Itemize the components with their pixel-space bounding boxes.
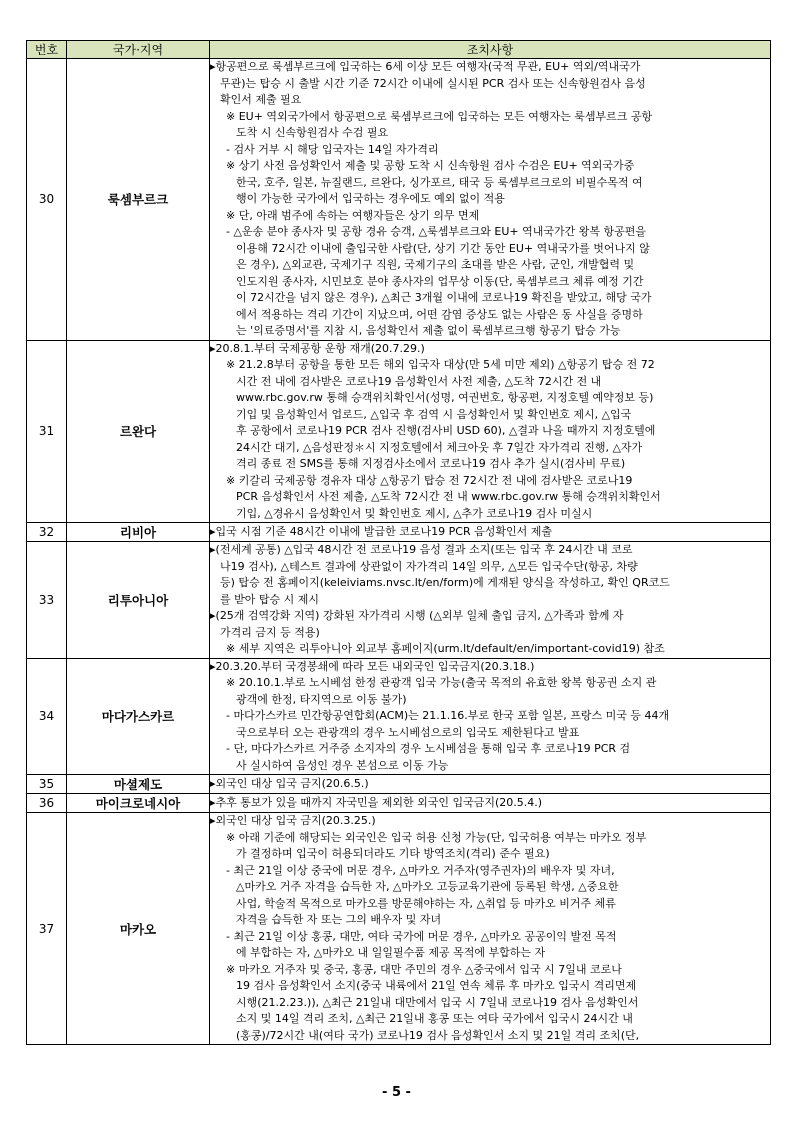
measure-line: △마카오 거주 자격을 습득한 자, △마카오 고등교육기관에 등록된 학생, △중요한 [236, 880, 619, 893]
measure-line: 나19 검사), △테스트 결과에 상관없이 자가격리 14일 의무, △모든 입국수단(항공, 차량 [220, 559, 638, 573]
measure-line: 무관)는 탑승 시 출발 시간 기준 72시간 이내에 실시된 PCR 검사 또는 신속항원검사 음성 [220, 76, 646, 90]
measure-line: 는 '의료증명서'를 지참 시, 음성확인서 제출 없이 룩셈부르크행 항공기 탑승 가능 [236, 324, 621, 337]
measure-line: 이 72시간을 넘지 않은 경우), △최근 3개월 이내에 코로나19 확진을 받았고, 해당 국가 [236, 291, 652, 304]
measure-line: 격리 종료 전 SMS를 통해 지정검사소에서 코로나19 검사 추가 실시(검사비 무료) [236, 457, 626, 470]
measure-cell [210, 59, 771, 341]
row-number: 35 [27, 775, 67, 794]
country-name: 마이크로네시아 [67, 794, 210, 813]
table-row [27, 542, 771, 659]
table-row [27, 59, 771, 341]
page-number: - 5 - [382, 1085, 411, 1100]
measure-line: - 최근 21일 이상 중국에 머문 경우, △마카오 거주자(영주권자)의 배우자 및 자녀, [226, 863, 615, 877]
measure-line: ※ 세부 지역은 리투아니아 외교부 홈페이지(urm.lt/default/en/important-covid19) 참조 [226, 642, 665, 655]
row-number: 37 [27, 813, 67, 1045]
measure-line: 가 결정하며 입국이 허용되더라도 기타 방역조치(격리) 준수 필요) [236, 847, 550, 860]
measure-cell [210, 340, 771, 523]
measure-line: 를 받아 탑승 시 제시 [220, 592, 319, 606]
measure-line: 기입 및 음성확인서 업로드, △입국 후 검역 시 음성확인서 및 확인번호 제시, △입국 [236, 407, 632, 421]
table-row [27, 340, 771, 523]
measure-line: ▸추후 통보가 있을 때까지 자국민을 제외한 외국인 입국금지(20.5.4.) [210, 795, 543, 809]
measure-cell [210, 794, 771, 813]
country-name: 르완다 [67, 340, 210, 523]
measure-line: ▸20.8.1.부터 국제공항 운항 재개(20.7.29.) [210, 341, 425, 355]
measure-line: 24시간 대기, △음성판정＊시 지정호텔에서 체크아웃 후 7일간 자가격리 진행, △자가 [236, 440, 643, 454]
table-row [27, 523, 771, 542]
measure-line: www.rbc.gov.rw 통해 승객위치확인서(성명, 여권번호, 항공편, 지정호텔 예약정보 등) [236, 391, 654, 404]
measure-line: 에서 적용하는 격리 기간이 지났으며, 어떤 감염 증상도 없는 사람은 동 사실을 증명하 [236, 307, 643, 321]
measure-cell [210, 813, 771, 1045]
measure-line: - 검사 거부 시 해당 입국자는 14일 자가격리 [226, 142, 439, 156]
measure-line: ▸(전세계 공통) △입국 48시간 전 코로나19 음성 결과 소지(또는 입국 후 24시간 내 코로 [210, 543, 633, 556]
row-number: 31 [27, 340, 67, 523]
measure-line: ▸외국인 대상 입국 금지(20.3.25.) [210, 814, 376, 827]
header-no: 번호 [27, 41, 67, 59]
country-name: 리비아 [67, 523, 210, 542]
measure-line: ▸(25개 검역강화 지역) 강화된 자가격리 시행 (△외부 일체 출입 금지, △가족과 함께 자 [210, 609, 624, 622]
measure-line: 이용해 72시간 이내에 출입국한 사람(단, 상기 기간 동안 EU+ 역내국가를 벗어나지 않 [236, 241, 650, 255]
measure-cell [210, 775, 771, 794]
measure-line: ▸입국 시점 기준 48시간 이내에 발급한 코로나19 PCR 음성확인서 제출 [210, 524, 552, 538]
measure-line: ▸항공편으로 룩셈부르크에 입국하는 6세 이상 모든 여행자(국적 무관, EU+ 역외/역내국가 [210, 60, 641, 73]
measure-line: - 단, 마다가스카르 거주증 소지자의 경우 노시베섬을 통해 입국 후 코로나19 PCR 검 [226, 742, 631, 755]
row-number: 30 [27, 59, 67, 341]
measure-line: ※ 20.10.1.부로 노시베섬 한정 관광객 입국 가능(출국 목적의 유효한 왕복 항공권 소지 관 [226, 676, 657, 689]
measure-line: 소지 및 14일 격리 조치, △최근 21일내 홍콩 또는 여타 국가에서 입국시 24시간 내 [236, 1012, 633, 1025]
measure-line: 확인서 제출 필요 [220, 93, 302, 106]
country-name: 마카오 [67, 813, 210, 1045]
measure-line: 에 부합하는 자, △마카오 내 일일필수품 제공 목적에 부합하는 자 [236, 946, 546, 959]
table-row [27, 775, 771, 794]
measure-line: ※ EU+ 역외국가에서 항공편으로 룩셈부르크에 입국하는 모든 여행자는 룩셈부르크 공항 [226, 109, 653, 123]
measure-line: 사업, 학술적 목적으로 마카오를 방문해야하는 자, △취업 등 마카오 비거주 체류 [236, 896, 616, 910]
country-name: 룩셈부르크 [67, 59, 210, 341]
measure-line: ※ 단, 아래 범주에 속하는 여행자들은 상기 의무 면제 [226, 208, 480, 222]
measure-line: - 최근 21일 이상 홍콩, 대만, 여타 국가에 머문 경우, △마카오 공공이익 발전 목적 [226, 929, 617, 943]
measure-line: 국으로부터 오는 관광객의 경우 노시베섬으로의 입국도 제한된다고 발표 [236, 725, 580, 739]
measure-line: - 마다가스카르 민간항공연합회(ACM)는 21.1.16.부로 한국 포함 일본, 프랑스 미국 등 44개 [226, 709, 670, 722]
table-row [27, 813, 771, 1045]
row-number: 36 [27, 794, 67, 813]
row-number: 33 [27, 542, 67, 659]
measure-line: 행이 가능한 국가에서 입국하는 경우에도 예외 없이 적용 [236, 192, 505, 205]
measure-cell [210, 658, 771, 775]
measure-line: 도착 시 신속항원검사 수검 필요 [236, 126, 389, 139]
country-name: 마다가스카르 [67, 658, 210, 775]
measure-line: ※ 21.2.8부터 공항을 통한 모든 해외 입국자 대상(만 5세 미만 제외) △항공기 탑승 전 72 [226, 358, 655, 371]
row-number: 32 [27, 523, 67, 542]
measure-line: 한국, 호주, 일본, 뉴질랜드, 르완다, 싱가포르, 태국 등 룩셈부르크로의 비필수목적 여 [236, 175, 643, 189]
header-measure: 조치사항 [210, 41, 771, 59]
measure-line: ※ 마카오 거주자 및 중국, 홍콩, 대만 주민의 경우 △중국에서 입국 시 7일내 코로나 [226, 962, 622, 976]
measure-line: 시행(21.2.23.)), △최근 21일내 대만에서 입국 시 7일내 코로나19 검사 음성확인서 [236, 995, 639, 1009]
measure-line: 자격을 습득한 자 또는 그의 배우자 및 자녀 [236, 913, 442, 926]
measure-line: PCR 음성확인서 사전 제출, △도착 72시간 전 내 www.rbc.gov.rw 통해 승객위치확인서 [236, 490, 661, 503]
measure-line: 기입, △경유시 음성확인서 및 확인번호 제시, △추가 코로나19 검사 미실시 [236, 506, 593, 520]
row-number: 34 [27, 658, 67, 775]
measure-line: ※ 키갈리 국제공항 경유자 대상 △항공기 탑승 전 72시간 전 내에 검사받은 코로나19 [226, 473, 633, 487]
measure-line: (홍콩)/72시간 내(여타 국가) 코로나19 검사 음성확인서 소지 및 21일 격리 조치(단, [236, 1028, 640, 1042]
measure-line: 광객에 한정, 타지역으로 이동 불가) [236, 692, 407, 706]
country-name: 리투아니아 [67, 542, 210, 659]
header-country: 국가·지역 [67, 41, 210, 59]
measure-line: 가격리 금지 등 적용) [220, 625, 320, 639]
measure-cell [210, 523, 771, 542]
measure-line: 시간 전 내에 검사받은 코로나19 음성확인서 사전 제출, △도착 72시간 전 내 [236, 374, 602, 388]
table-header-row [27, 41, 771, 59]
measure-line: 19 검사 음성확인서 소지(중국 내륙에서 21일 연속 체류 후 마카오 입국시 격리면제 [236, 979, 637, 992]
measure-line: 등) 탑승 전 홈페이지(keleiviams.nvsc.lt/en/form)에 게재된 양식을 작성하고, 확인 QR코드 [220, 576, 670, 589]
table-row [27, 794, 771, 813]
measure-line: 사 실시하여 음성인 경우 본섬으로 이동 가능 [236, 758, 449, 772]
measures-table [26, 40, 771, 1045]
table-row [27, 658, 771, 775]
measure-line: ▸20.3.20.부터 국경봉쇄에 따라 모든 내외국인 입국금지(20.3.18.) [210, 659, 535, 673]
measure-cell [210, 542, 771, 659]
measure-line: ※ 상기 사전 음성확인서 제출 및 공항 도착 시 신속항원 검사 수검은 EU+ 역외국가중 [226, 159, 635, 172]
measure-line: ▸외국인 대상 입국 금지(20.6.5.) [210, 776, 369, 790]
measure-line: ※ 아래 기준에 해당되는 외국인은 입국 허용 신청 가능(단, 입국허용 여부는 마카오 정부 [226, 830, 647, 844]
measure-line: 인도지원 종사자, 시민보호 분야 종사자의 업무상 이동(단, 룩셈부르크 체류 예정 기간 [236, 274, 644, 288]
measure-line: 은 경우), △외교관, 국제기구 직원, 국제기구의 초대를 받은 사람, 군인, 개발협력 및 [236, 258, 635, 271]
measure-line: - △운송 분야 종사자 및 공항 경유 승객, △룩셈부르크와 EU+ 역내국가간 왕복 항공편을 [226, 225, 646, 238]
country-name: 마셜제도 [67, 775, 210, 794]
measure-line: 후 공항에서 코로나19 PCR 검사 진행(검사비 USD 60), △결과 나올 때까지 지정호텔에 [236, 424, 656, 437]
